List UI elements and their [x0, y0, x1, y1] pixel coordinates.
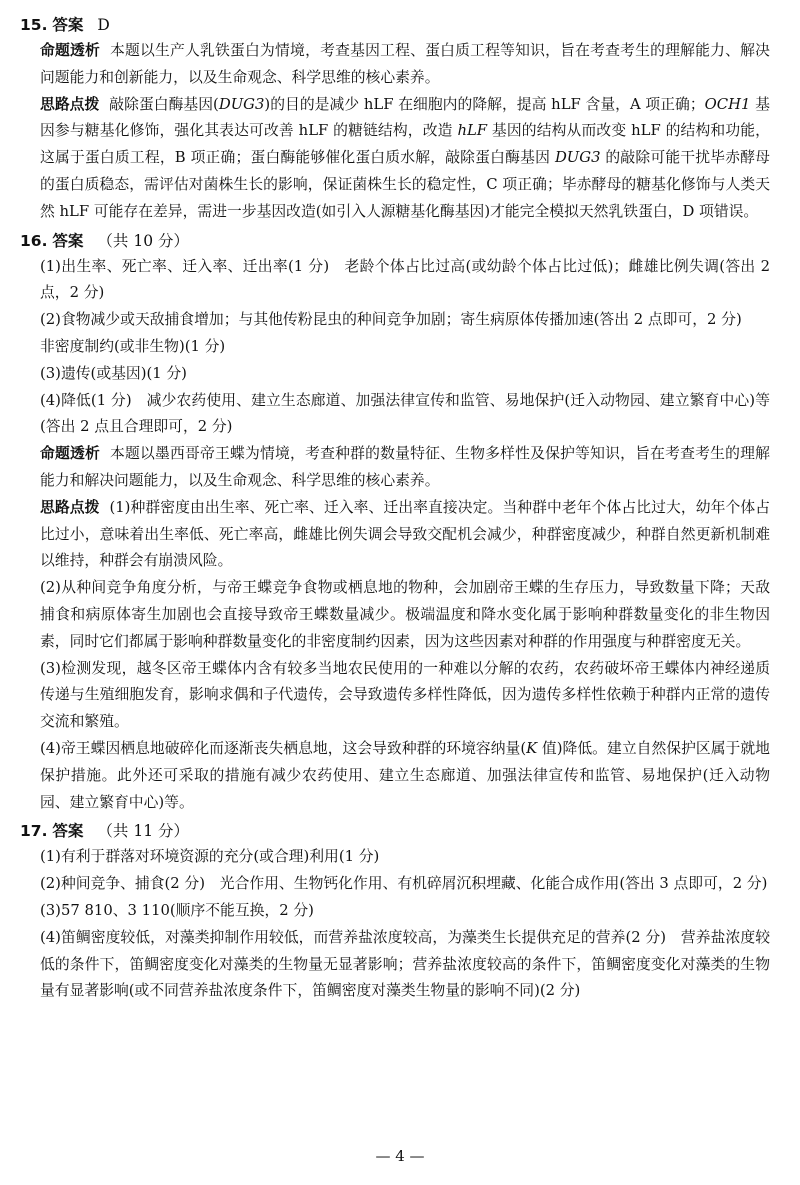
q16-analysis-text: 本题以墨西哥帝王蝶为情境，考查种群的数量特征、生物多样性及保护等知识，旨在考查考生的理解能力和解决问题能力，以及生命观念、科学思维的核心素养。 — [40, 445, 770, 489]
q15-hint-text: 基因的结构从而改变 hLF 的结构和功能，这属于蛋白质工程，B 项正确；蛋白酶能够催化蛋白质水解，敲除蛋白酶基因 — [40, 122, 770, 167]
q15-hint-text: )的目的是减少 hLF 在细胞内的降解，提高 hLF 含量，A 项正确； — [264, 95, 705, 113]
q16-score: （共 10 分） — [97, 231, 189, 250]
q17-answer-2: (2)种间竞争、捕食(2 分) 光合作用、生物钙化作用、有机碎屑沉积埋藏、化能合成作用(答出 3 点即可，2 分) — [40, 875, 768, 893]
q16-hint-4 — [40, 736, 770, 816]
question-15 — [20, 12, 770, 226]
q17-score: （共 11 分） — [97, 822, 189, 841]
q16-answer-2b: 非密度制约(或非生物)(1 分) — [40, 337, 226, 355]
q15-hint-label: 思路点拨 — [40, 95, 100, 113]
question-16 — [20, 228, 770, 817]
q16-hint-text-4: (4)帝王蝶因栖息地破碎化而逐渐丧失栖息地，这会导致种群的环境容纳量( — [40, 739, 527, 757]
question-17 — [20, 818, 770, 1005]
q16-analysis — [40, 441, 770, 495]
gene-name: hLF — [457, 122, 488, 140]
q15-hint-text: 基因参与糖基化修饰，强化其表达可改善 hLF 的糖链结构，改造 — [40, 95, 770, 140]
q17-answer-3: (3)57 810、3 110(顺序不能互换，2 分) — [40, 901, 314, 919]
q17-answer-label: 答案 — [52, 822, 84, 841]
gene-name: DUG3 — [554, 149, 601, 167]
q16-number: 16. — [20, 231, 48, 250]
q15-answer: D — [97, 16, 110, 34]
q15-header — [20, 12, 770, 38]
q16-analysis-label: 命题透析 — [40, 445, 101, 463]
q17-answer-4: (4)笛鲷密度较低，对藻类抑制作用较低，而营养盐浓度较高，为藻类生长提供充足的营养(2 分) 营养盐浓度较低的条件下，笛鲷密度变化对藻类的生物量无显著影响；营养盐浓度较高的条件下，笛鲷密度变化对藻类的生物量有显著影响(或不同营养盐浓度条件下，笛鲷密度对藻类生物量的影响不同)(2 分) — [40, 928, 770, 1000]
q15-analysis-text: 本题以生产人乳铁蛋白为情境，考查基因工程、蛋白质工程等知识，旨在考查考生的理解能力、解决问题能力和创新能力，以及生命观念、科学思维的核心素养。 — [40, 42, 770, 86]
q15-hint-text: 敲除蛋白酶基因( — [109, 95, 219, 113]
q16-answer-label: 答案 — [52, 231, 84, 250]
q15-answer-label: 答案 — [52, 16, 84, 34]
q16-answer-4: (4)降低(1 分) 减少农药使用、建立生态廊道、加强法律宣传和监管、易地保护(迁入动物园、建立繁育中心)等(答出 2 点且合理即可，2 分) — [40, 391, 770, 436]
q16-answer-3: (3)遗传(或基因)(1 分) — [40, 364, 187, 382]
q16-answer-2: (2)食物减少或天敌捕食增加；与其他传粉昆虫的种间竞争加剧；寄生病原体传播加速(答出 2 点即可，2 分) — [40, 311, 742, 329]
q15-hint — [40, 92, 770, 226]
q16-hint-3: (3)检测发现，越冬区帝王蝶体内含有较多当地农民使用的一种难以分解的农药，农药破坏帝王蝶体内神经递质传递与生殖细胞发育，影响求偶和子代遗传，会导致遗传多样性降低，因为遗传多样性依赖于种群内正常的遗传交流和繁殖。 — [40, 659, 770, 731]
q16-hint-text-1: (1)种群密度由出生率、死亡率、迁入率、迁出率直接决定。当种群中老年个体占比过大，幼年个体占比过小，意味着出生率低、死亡率高，雌雄比例失调会导致交配机会减少，种群密度减少，种群自然更新机制难以维持，种群会有崩溃风险。 — [40, 498, 770, 570]
gene-name: DUG3 — [218, 95, 265, 113]
k-value-symbol: K — [526, 739, 538, 757]
q16-hint-2: (2)从种间竞争角度分析，与帝王蝶竞争食物或栖息地的物种，会加剧帝王蝶的生存压力，导致数量下降；天敌捕食和病原体寄生加剧也会直接导致帝王蝶数量减少。极端温度和降水变化属于影响种群数量变化的非生物因素，同时它们都属于影响种群数量变化的非密度制约因素，因为这些因素对种群的作用强度与种群密度无关。 — [40, 579, 770, 650]
q16-header — [20, 228, 770, 254]
gene-name: OCH1 — [704, 95, 751, 113]
q17-answer-1: (1)有利于群落对环境资源的充分(或合理)利用(1 分) — [40, 848, 380, 866]
q15-hint-text: 的敲除可能干扰毕赤酵母的蛋白质稳态，需评估对菌株生长的影响，保证菌株生长的稳定性，C 项正确；毕赤酵母的糖基化修饰与人类天然 hLF 可能存在差异，需进一步基因改造(如引入人源糖基化酶基因)才能完全模拟天然乳铁蛋白，D 项错误。 — [40, 149, 770, 220]
q15-analysis-label: 命题透析 — [40, 42, 101, 59]
q16-answer-1: (1)出生率、死亡率、迁入率、迁出率(1 分) 老龄个体占比过高(或幼龄个体占比过低)；雌雄比例失调(答出 2 点，2 分) — [40, 257, 770, 302]
q16-hint-text-4b: 值)降低。建立自然保护区属于就地保护措施。此外还可采取的措施有减少农药使用、建立生态廊道、加强法律宣传和监管、易地保护(迁入动物园、建立繁育中心)等。 — [40, 739, 770, 811]
q15-number: 15. — [20, 16, 48, 34]
q17-number: 17. — [20, 822, 48, 841]
q16-hint-label: 思路点拨 — [40, 498, 100, 516]
page-number: — 4 — — [375, 1147, 425, 1165]
q16-hint-1 — [40, 495, 770, 575]
q17-header — [20, 818, 770, 844]
q15-analysis — [40, 38, 770, 92]
